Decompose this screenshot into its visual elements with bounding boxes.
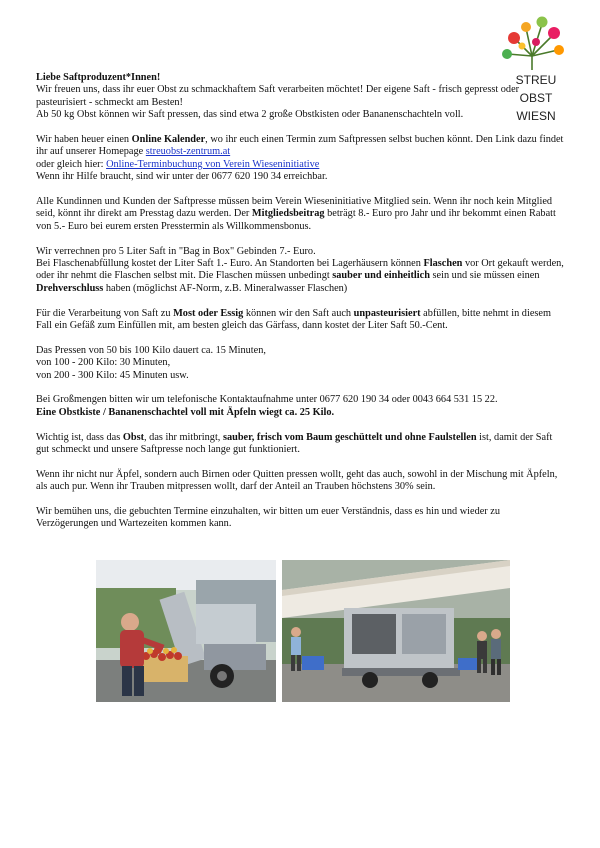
quality-text-3: ist, damit der Saft gut schmeckt und unsere Saftpresse noch lange gut funktioniert. xyxy=(36,431,553,456)
duration-line-1: Das Pressen von 50 bis 100 Kilo dauert ca. 15 Minuten, xyxy=(36,344,266,356)
bottles-text-2: vor Ort gekauft werden, oder ihr nehmt die Flaschen selbst mit. Die Flaschen müssen unbedingt xyxy=(36,258,564,282)
calendar-paragraph xyxy=(36,134,564,184)
bottles-bold-3: Drehverschluss xyxy=(36,282,104,294)
letter-body xyxy=(36,72,564,543)
quality-bold-2: sauber, frisch vom Baum geschüttelt und ohne Faulstellen xyxy=(222,431,477,443)
booking-link[interactable]: Online-Terminbuchung von Verein Wieseninitiative xyxy=(106,158,320,170)
calendar-bold: Online Kalender xyxy=(131,134,206,146)
bottles-bold-1: Flaschen xyxy=(423,258,463,270)
membership-paragraph xyxy=(36,196,564,233)
vinegar-paragraph xyxy=(36,308,564,333)
duration-paragraph xyxy=(36,345,564,382)
logo-word-obst: OBST xyxy=(519,91,553,105)
vinegar-bold-2: unpasteurisiert xyxy=(353,307,421,319)
bottles-text-4: haben (möglichst AF-Norm, z.B. Mineralwasser Flaschen) xyxy=(103,282,348,294)
vinegar-bold-1: Most oder Essig xyxy=(173,307,244,319)
logo-word-streu: STREU xyxy=(515,73,557,87)
bag-in-box-price: Wir verrechnen pro 5 Liter Saft in "Bag in Box" Gebinden 7.- Euro. xyxy=(36,245,316,257)
bottles-bold-2: sauber und einheitlich xyxy=(332,270,430,282)
or-direct-text: oder gleich hier: xyxy=(36,158,107,170)
calendar-text-pre: Wir haben heuer einen xyxy=(36,134,132,146)
photo-mobile-press-trailer xyxy=(282,560,510,702)
duration-line-3: von 200 - 300 Kilo: 45 Minuten usw. xyxy=(36,369,189,381)
intro-line-2: Ab 50 kg Obst können wir Saft pressen, das sind etwa 2 große Obstkisten oder Bananenschachteln voll. xyxy=(36,109,464,121)
membership-text-post: beträgt 8.- Euro pro Jahr und ihr bekommt einen Rabatt von 5.- Euro bei eurem ersten Presstermin als Willkommensbonus. xyxy=(36,208,556,232)
quality-paragraph xyxy=(36,432,564,457)
calendar-text-post: , wo ihr euch einen Termin zum Saftpressen selbst buchen könnt. Den Link dazu findet ihr auf unserer Homepage xyxy=(36,134,564,158)
greeting: Liebe Saftproduzent*Innen! xyxy=(36,72,161,83)
bulk-paragraph xyxy=(36,394,564,419)
bottles-paragraph xyxy=(36,246,564,296)
membership-text-pre: Alle Kundinnen und Kunden der Saftpresse müssen beim Verein Wieseninitiative Mitglied sein. Wenn ihr noch kein Mitglied seid, könnt ihr direkt am Presstag dazu werden. Der xyxy=(36,196,553,220)
other-fruit-paragraph: Wenn ihr nicht nur Äpfel, sondern auch Birnen oder Quitten pressen wollt, geht das auch, sowohl in der Mischung mit Äpfeln, als auch pur. Wenn ihr Trauben mitpressen wollt, darf der Anteil an Trauben höchstens 30% sein. xyxy=(36,468,558,493)
quality-bold-1: Obst xyxy=(122,431,145,443)
vinegar-text-1: Für die Verarbeitung von Saft zu xyxy=(36,307,174,319)
quality-text-1: Wichtig ist, dass das xyxy=(36,431,123,443)
intro-line-1: Wir freuen uns, dass ihr euer Obst zu schmackhaftem Saft verarbeiten möchtet! Der eigene Saft - frisch gepresst oder pasteurisiert - schmeckt am Besten! xyxy=(36,84,520,108)
help-phone-text: Wenn ihr Hilfe braucht, sind wir unter der 0677 620 190 34 erreichbar. xyxy=(36,171,328,183)
vinegar-text-2: können wir den Saft auch xyxy=(243,307,354,319)
vinegar-text-3: abfüllen, bitte nehmt in diesem Fall ein Gefäß zum Einfüllen mit, am besten gleich das Gärfass, dann kostet der Liter Saft 50.-Cent. xyxy=(36,307,551,332)
bulk-contact-text: Bei Großmengen bitten wir um telefonische Kontaktaufnahme unter 0677 620 190 34 oder 0043 664 531 15 22. xyxy=(36,394,498,406)
duration-line-2: von 100 - 200 Kilo: 30 Minuten, xyxy=(36,357,171,369)
logo-word-wiesn: WIESN xyxy=(516,109,556,123)
quality-text-2: , das ihr mitbringt, xyxy=(144,431,223,443)
intro-paragraph xyxy=(36,72,564,122)
membership-bold: Mitgliedsbeitrag xyxy=(251,208,325,220)
bottles-text-3: sein und sie müssen einen xyxy=(429,270,540,282)
closing-paragraph: Wir bemühen uns, die gebuchten Termine einzuhalten, wir bitten um euer Verständnis, dass es hin und wieder zu Verzögerungen und Wartezeiten kommen kann. xyxy=(36,506,501,530)
homepage-link[interactable]: streuobst-zentrum.at xyxy=(145,146,231,158)
crate-weight-text: Eine Obstkiste / Bananenschachtel voll mit Äpfeln wiegt ca. 25 Kilo. xyxy=(36,406,335,418)
bottles-text-1: Bei Flaschenabfüllung kostet der Liter Saft 1.- Euro. An Standorten bei Lagerhäusern können xyxy=(36,258,424,270)
photo-apple-press-loading xyxy=(96,560,276,702)
